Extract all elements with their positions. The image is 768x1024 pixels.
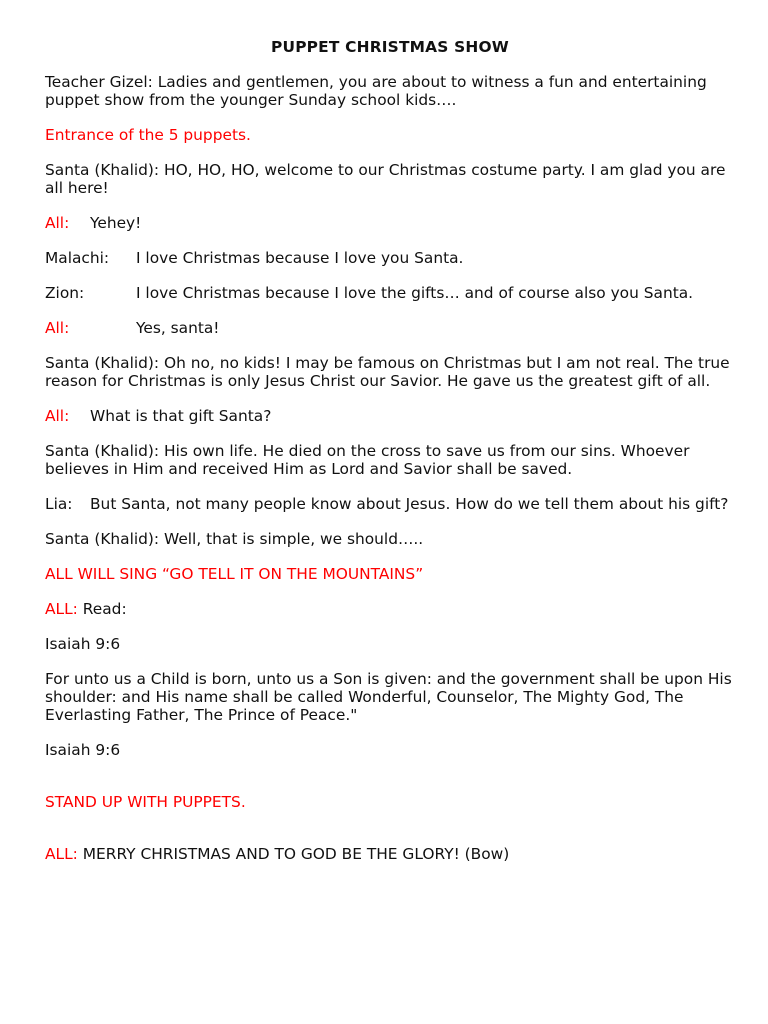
speaker-zion: Zion: [45, 284, 85, 302]
line-text: I love Christmas because I love the gifts… and of course also you Santa. [136, 284, 694, 302]
santa-own-life-line: Santa (Khalid): His own life. He died on the cross to save us from our sins. Whoever believes in Him and received Him as Lord and Savior shall be saved. [45, 442, 690, 478]
teacher-intro-line: Teacher Gizel: Ladies and gentlemen, you are about to witness a fun and entertaining puppet show from the younger Sunday school kids…. [45, 73, 707, 109]
speaker-all: All: [45, 407, 70, 425]
scripture-reference: Isaiah 9:6 [45, 741, 121, 759]
stage-direction-sing: ALL WILL SING “GO TELL IT ON THE MOUNTAINS” [45, 565, 424, 583]
document-page [45, 38, 735, 880]
santa-simple-line: Santa (Khalid): Well, that is simple, we should….. [45, 530, 424, 548]
all-gift-question-line [45, 407, 735, 425]
all-yehey-line [45, 214, 735, 232]
line-text: Yes, santa! [136, 319, 220, 337]
all-yes-santa-line [45, 319, 735, 337]
line-text: Yehey! [90, 214, 142, 232]
page-title: PUPPET CHRISTMAS SHOW [271, 38, 509, 56]
line-text: MERRY CHRISTMAS AND TO GOD BE THE GLORY! (Bow) [82, 845, 510, 863]
stage-direction-stand-up: STAND UP WITH PUPPETS. [45, 793, 246, 811]
zion-line [45, 284, 735, 302]
speaker-all: ALL: [45, 600, 78, 618]
scripture-text: For unto us a Child is born, unto us a Son is given: and the government shall be upon His shoulder: and His name shall be called Wonderful, Counselor, The Mighty God, The Everlasting Father, The Prince of Peace." [45, 670, 732, 724]
speaker-lia: Lia: [45, 495, 73, 513]
line-text: Read: [82, 600, 127, 618]
malachi-line [45, 249, 735, 267]
line-text: What is that gift Santa? [90, 407, 272, 425]
line-text: I love Christmas because I love you Santa. [136, 249, 464, 267]
santa-reason-line: Santa (Khalid): Oh no, no kids! I may be famous on Christmas but I am not real. The true reason for Christmas is only Jesus Christ our Savior. He gave us the greatest gift of all. [45, 354, 730, 390]
speaker-malachi: Malachi: [45, 249, 110, 267]
lia-line [45, 495, 735, 513]
speaker-all: ALL: [45, 845, 78, 863]
all-closing-line [45, 845, 735, 863]
santa-welcome-line: Santa (Khalid): HO, HO, HO, welcome to our Christmas costume party. I am glad you are all here! [45, 161, 726, 197]
scripture-reference: Isaiah 9:6 [45, 635, 121, 653]
speaker-all: All: [45, 214, 70, 232]
line-text: But Santa, not many people know about Jesus. How do we tell them about his gift? [90, 495, 729, 513]
stage-direction-entrance: Entrance of the 5 puppets. [45, 126, 251, 144]
all-read-line [45, 600, 735, 618]
speaker-all: All: [45, 319, 70, 337]
